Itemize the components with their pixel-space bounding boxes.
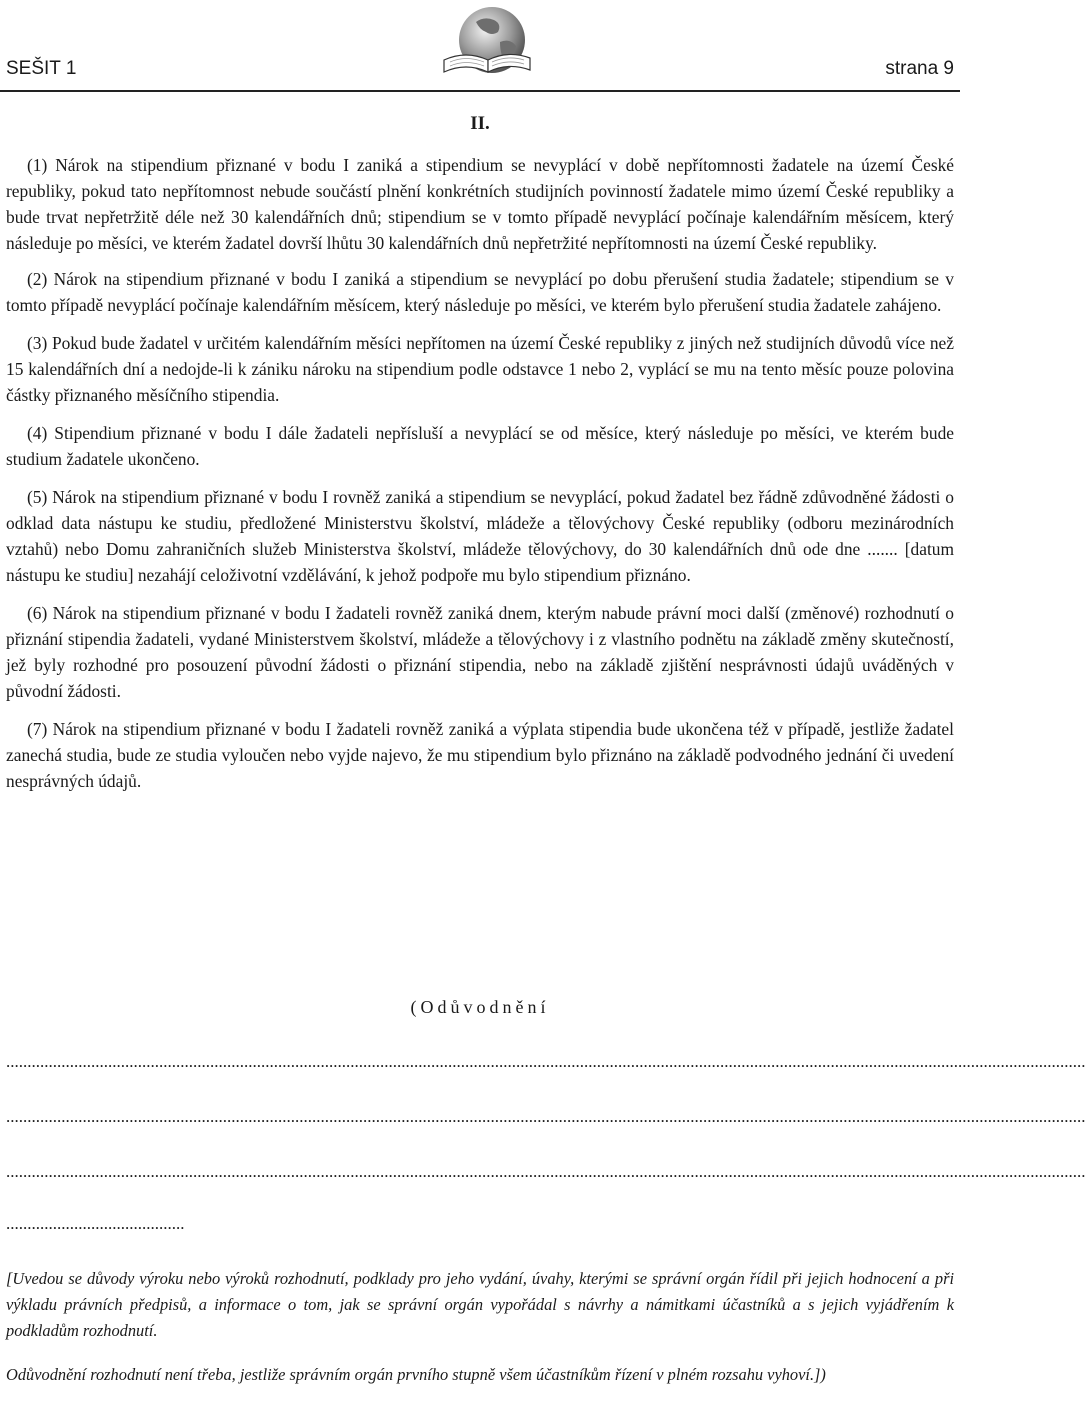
paragraph-2: (2) Nárok na stipendium přiznané v bodu I zaniká a stipendium se nevyplácí po dobu přerušení studia žadatele; stipendium se v tomto případě nevyplácí počínaje kalendářním měsícem, který následuje po měsíci, ve kterém bylo přerušení studia žadatele zahájeno. [6,269,954,315]
section-title [0,113,960,135]
paragraph-3: (3) Pokud bude žadatel v určitém kalendářním měsíci nepřítomen na území České republiky z jiných než studijních důvodů více než 15 kalendářních dní a nedojde-li k zániku nároku na stipendium podle odstavce 1 nebo 2, vyplácí se mu na tento měsíc pouze polovina částky přiznaného měsíčního stipendia. [6,333,954,405]
instruction-note-2: Odůvodnění rozhodnutí není třeba, jestliže správním orgán prvního stupně všem účastníkům řízení v plném rozsahu vyhoví.]) [6,1365,826,1384]
dotted-line-3: .............................................................................................................................................................................................................................................................. [6,1162,1086,1181]
paragraph-6: (6) Nárok na stipendium přiznané v bodu I žadateli rovněž zaniká dnem, kterým nabude právní moci další (změnové) rozhodnutí o přiznání stipendia žadateli, vydané Ministerstvem školství, mládeže a tělovýchovy i z vlastního podnětu na základě změny skutečností, jež byly rozhodné pro posouzení původní žádosti o přiznání stipendia, nebo na základě zjištění nesprávnosti údajů uváděných v původní žádosti. [6,603,954,701]
header-issue: SEŠIT 1 [6,58,77,79]
dotted-line-2: .............................................................................................................................................................................................................................................................. [6,1107,1086,1126]
oduvodneni-heading: (Odůvodnění [410,997,550,1017]
paragraph-4: (4) Stipendium přiznané v bodu I dále žadateli nepřísluší a nevyplácí se od měsíce, který následuje po měsíci, ve kterém bude studium žadatele ukončeno. [6,423,954,469]
section-title-text: II. [470,113,490,134]
dotted-line-1: .............................................................................................................................................................................................................................................................. [6,1052,1086,1071]
globe-book-icon [436,2,536,84]
document-body [6,152,954,806]
header-divider [0,90,960,92]
paragraph-1: (1) Nárok na stipendium přiznané v bodu I zaniká a stipendium se nevyplácí v době nepřítomnosti žadatele na území České republiky, pokud tato nepřítomnost nebude součástí plnění konkrétních studijních povinností žadatele mimo území České republiky a bude trvat nepřetržitě déle než 30 kalendářních dnů; stipendium se v tomto případě nevyplácí počínaje kalendářním měsícem, který následuje po měsíci, ve kterém žadatel dovrší lhůtu 30 kalendářních dnů nepřetržité nepřítomnosti na území České republiky. [6,155,954,253]
paragraph-7: (7) Nárok na stipendium přiznané v bodu I žadateli rovněž zaniká a výplata stipendia bude ukončena též v případě, jestliže žadatel zanechá studia, bude ze studia vyloučen nebo vyjde najevo, že mu stipendium bylo přiznáno na základě podvodného jednání či uvedení nesprávných údajů. [6,719,954,791]
paragraph-5: (5) Nárok na stipendium přiznané v bodu I rovněž zaniká a stipendium se nevyplácí, pokud žadatel bez řádně zdůvodněné žádosti o odklad data nástupu ke studiu, předložené Ministerstvu školství, mládeže a tělovýchovy České republiky (odboru mezinárodních vztahů) nebo Domu zahraničních služeb Ministerstva školství, mládeže tělovýchovy, do 30 kalendářních dnů ode dne ....... [datum nástupu ke studiu] nezahájí celoživotní vzdělávání, k jehož podpoře mu bylo stipendium přiznáno. [6,487,954,585]
page-header [0,0,960,90]
dotted-line-4: .......................................... [6,1214,185,1233]
header-page-number: strana 9 [885,58,954,79]
instruction-note-1: [Uvedou se důvody výroku nebo výroků rozhodnutí, podklady pro jeho vydání, úvahy, kterými se správní orgán řídil při jejich hodnocení a při výkladu právních předpisů, a informace o tom, jak se správní orgán vypořádal s návrhy a námitkami účastníků a s jejich vyjádřením k podkladům rozhodnutí. [6,1269,954,1340]
